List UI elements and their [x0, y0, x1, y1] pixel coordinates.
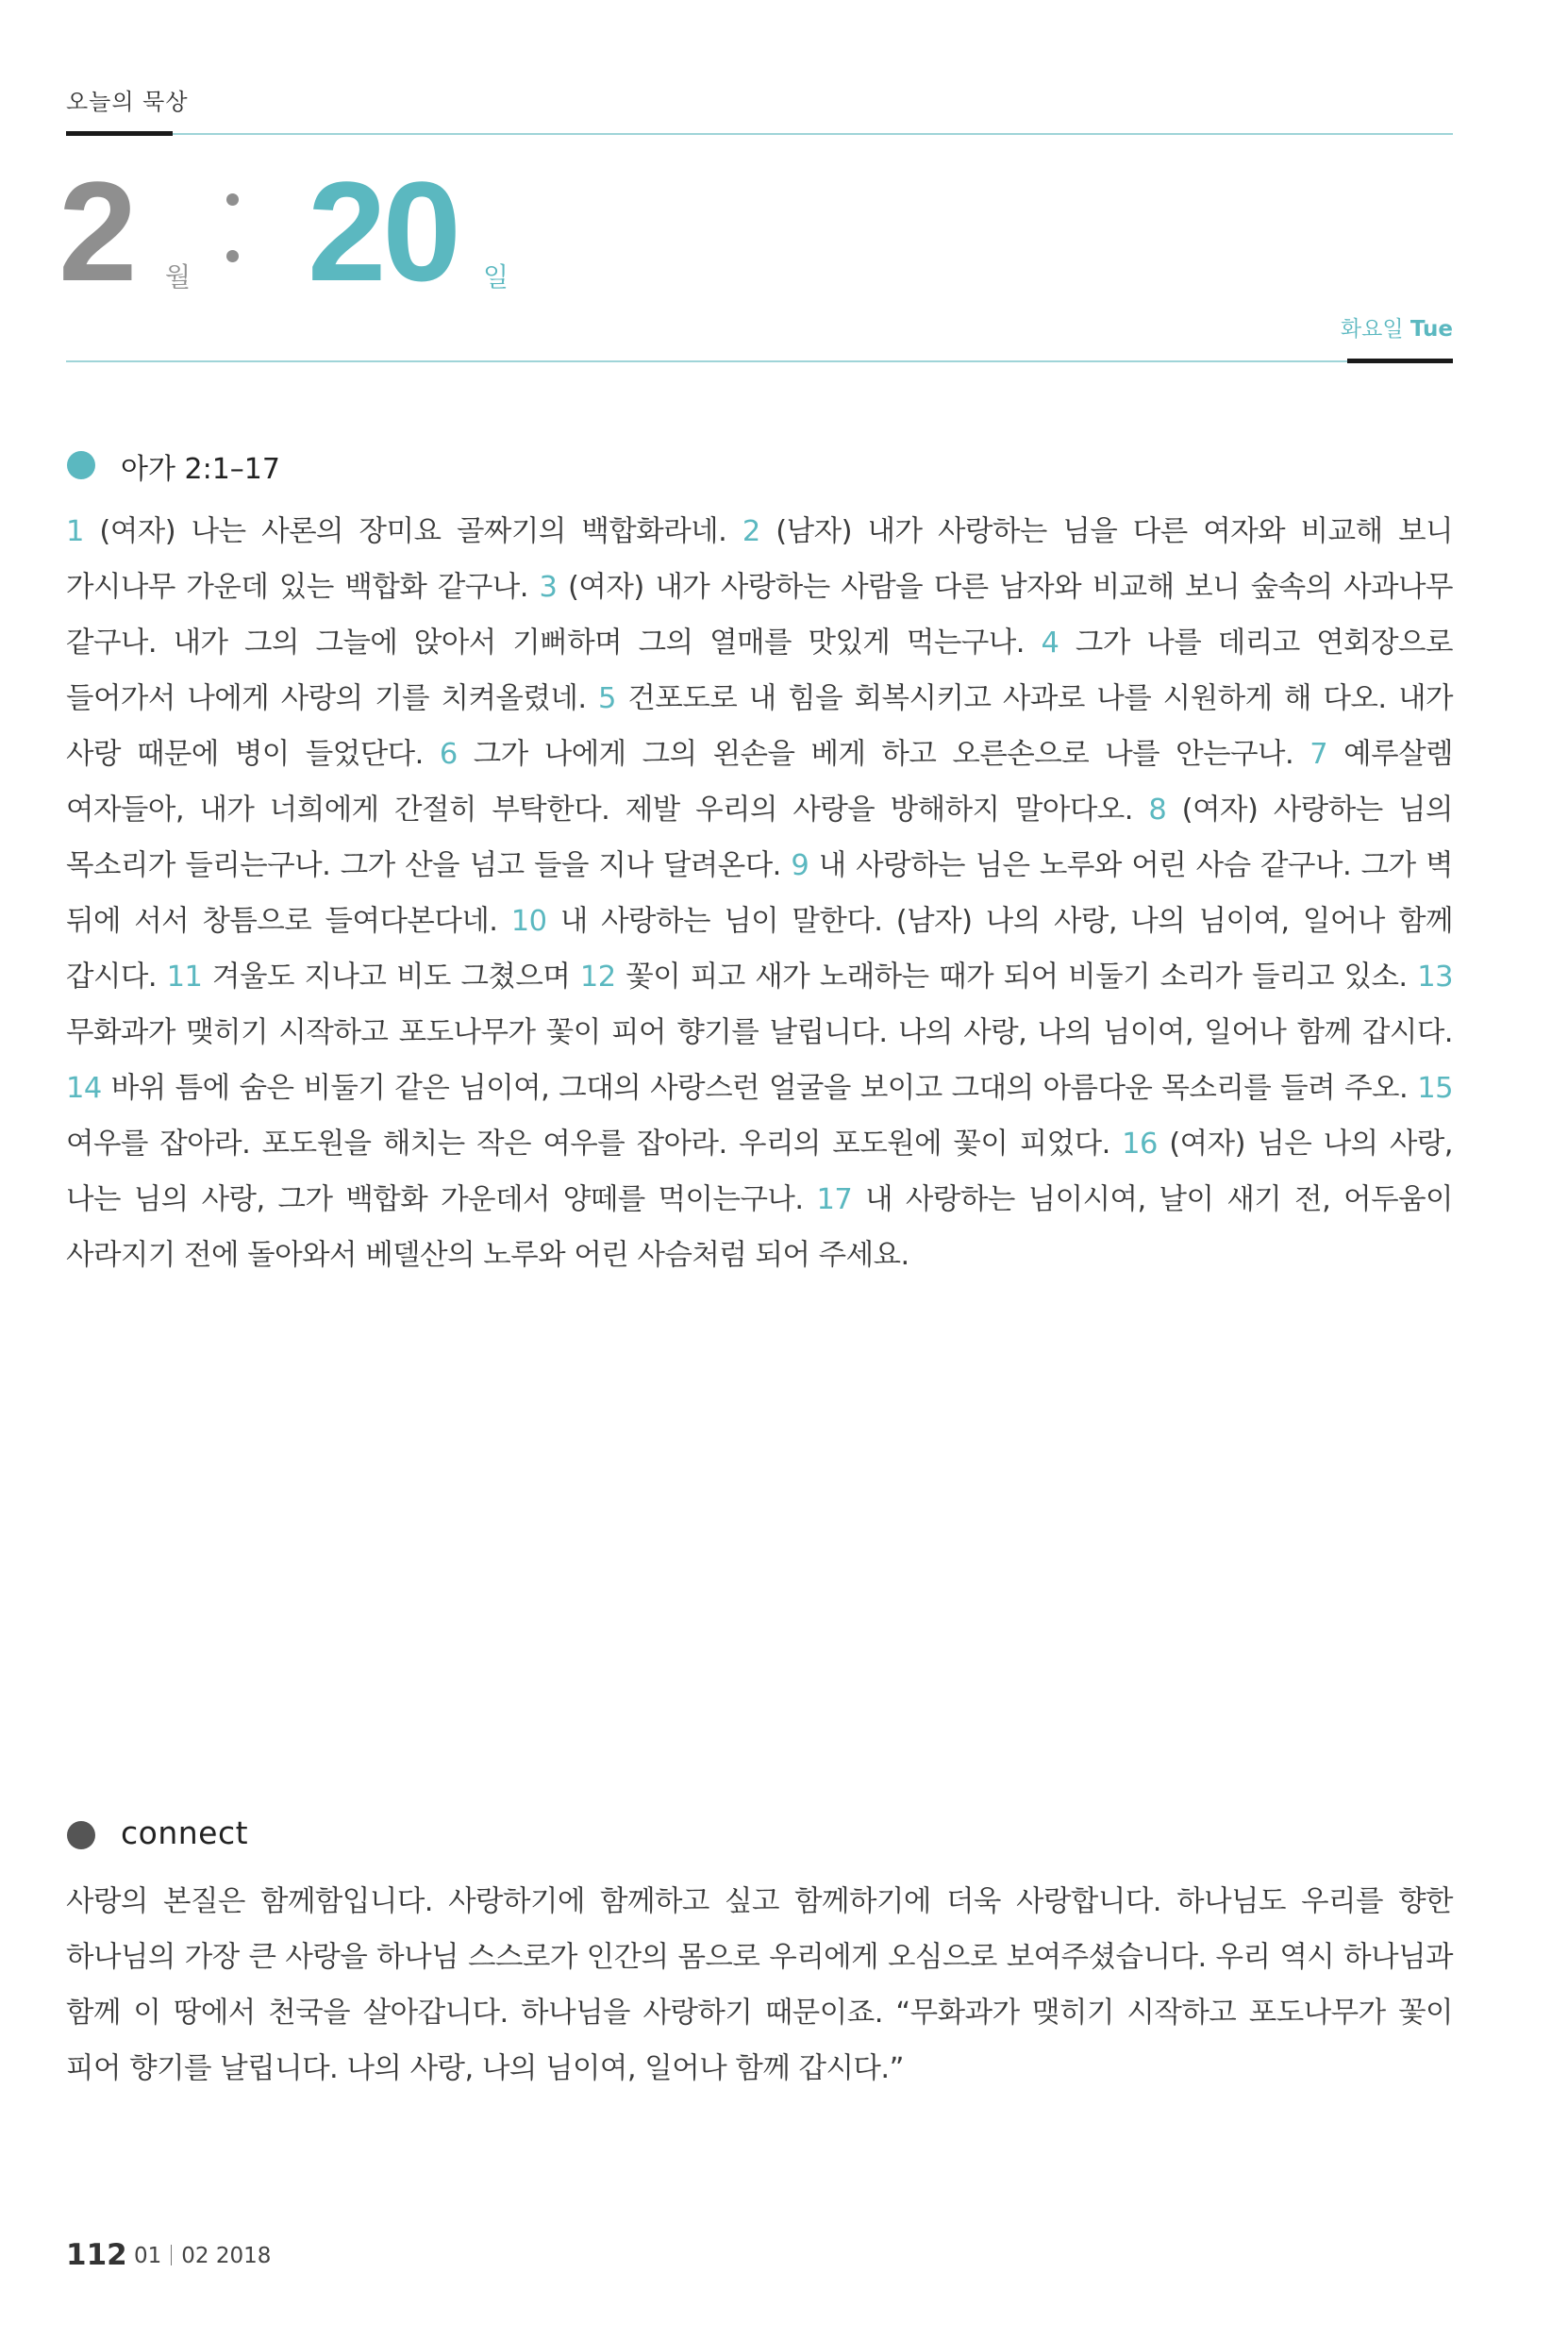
verse-number: 3	[539, 571, 558, 604]
verse-text: 내 사랑하는 님이 말한다. (남자) 나의 사랑, 나의 님이여, 일어나 함께 갑시다.	[66, 905, 1453, 994]
verse-number: 15	[1417, 1072, 1453, 1105]
connect-bullet-icon	[67, 1821, 95, 1849]
verse-text: (남자) 내가 사랑하는 님을 다른 여자와 비교해 보니 가시나무 가운데 있는 백합화 같구나.	[66, 515, 1453, 604]
verse-text: (여자) 내가 사랑하는 사람을 다른 남자와 비교해 보니 숲속의 사과나무 같구나. 내가 그의 그늘에 앉아서 기뻐하며 그의 열매를 맛있게 먹는구나.	[66, 571, 1453, 660]
date-colon	[226, 193, 240, 269]
verse-text: (여자) 사랑하는 님의 목소리가 들리는구나. 그가 산을 넘고 들을 지나 달려온다.	[66, 794, 1453, 882]
weekday-en: Tue	[1410, 317, 1453, 342]
day-number: 20	[308, 152, 458, 310]
verse-text: 바위 틈에 숨은 비둘기 같은 님이여, 그대의 사랑스런 얼굴을 보이고 그대의 아름다운 목소리를 들려 주오.	[101, 1072, 1418, 1105]
verse-text: 내 사랑하는 님이시여, 날이 새기 전, 어두움이 사라지기 전에 돌아와서 베델산의 노루와 어린 사슴처럼 되어 주세요.	[66, 1183, 1453, 1272]
section-label: 오늘의 묵상	[66, 89, 189, 115]
verse-text: (여자) 님은 나의 사랑, 나는 님의 사랑, 그가 백합화 가운데서 양떼를 먹이는구나.	[66, 1128, 1453, 1216]
verse-text: 내 사랑하는 님은 노루와 어린 사슴 같구나. 그가 벽 뒤에 서서 창틈으로 들여다본다네.	[66, 849, 1453, 938]
issue-date: 02 2018	[181, 2244, 272, 2268]
verse-number: 2	[742, 515, 760, 548]
issue-info	[134, 2244, 271, 2268]
weekday-ko: 화요일	[1340, 317, 1404, 342]
scripture-bullet-icon	[67, 451, 95, 479]
verse-number: 1	[66, 515, 84, 548]
verse-text: 그가 나에게 그의 왼손을 베게 하고 오른손으로 나를 안는구나.	[457, 738, 1310, 771]
header-rule-bottom	[66, 360, 1453, 362]
weekday-label	[1341, 311, 1453, 343]
verse-number: 7	[1309, 738, 1328, 771]
verse-text: 무화과가 맺히기 시작하고 포도나무가 꽃이 피어 향기를 날립니다. 나의 사랑, 나의 님이여, 일어나 함께 갑시다.	[66, 1016, 1453, 1049]
verse-text: (여자) 나는 사론의 장미요 골짜기의 백합화라네.	[83, 515, 742, 548]
verse-number: 17	[816, 1183, 853, 1216]
verse-number: 4	[1041, 627, 1059, 660]
header-rule-bottom-accent	[1347, 359, 1453, 363]
day-unit: 일	[483, 261, 509, 292]
verse-number: 8	[1148, 794, 1167, 827]
connect-text: 사랑의 본질은 함께함입니다. 사랑하기에 함께하고 싶고 함께하기에 더욱 사랑합니다. 하나님도 우리를 향한 하나님의 가장 큰 사랑을 하나님 스스로가 인간의 몸으로 우리에게 오심으로 보여주셨습니다. 우리 역시 하나님과 함께 이 땅에서 천국을 살아갑니다. 하나님을 사랑하기 때문이죠. “무화과가 맺히기 시작하고 포도나무가 꽃이 피어 향기를 날립니다. 나의 사랑, 나의 님이여, 일어나 함께 갑시다.”	[66, 1885, 1453, 2085]
verse-number: 14	[66, 1072, 102, 1105]
page-number: 112	[66, 2238, 127, 2272]
verse-text: 여우를 잡아라. 포도원을 해치는 작은 여우를 잡아라. 우리의 포도원에 꽃이 피었다.	[66, 1128, 1123, 1161]
connect-title: connect	[121, 1814, 249, 1851]
verse-number: 16	[1122, 1128, 1158, 1161]
verse-text: 겨울도 지나고 비도 그쳤으며	[202, 961, 580, 994]
header-rule-top-accent	[66, 131, 173, 136]
scripture-text	[66, 504, 1453, 1283]
verse-number: 10	[510, 905, 547, 938]
verse-number: 13	[1417, 961, 1454, 994]
verse-text: 예루살렘 여자들아, 내가 너희에게 간절히 부탁한다. 제발 우리의 사랑을 방해하지 말아다오.	[66, 738, 1453, 827]
scripture-reference: 아가 2:1–17	[121, 453, 280, 486]
month-number: 2	[58, 152, 134, 310]
verse-number: 12	[579, 961, 616, 994]
verse-number: 5	[598, 682, 616, 715]
month-unit: 월	[165, 261, 192, 292]
verse-text: 그가 나를 데리고 연회장으로 들어가서 나에게 사랑의 기를 치켜올렸네.	[66, 627, 1453, 715]
issue-month: 01	[134, 2244, 162, 2268]
verse-text: 꽃이 피고 새가 노래하는 때가 되어 비둘기 소리가 들리고 있소.	[615, 961, 1418, 994]
verse-number: 11	[166, 961, 203, 994]
header-rule-top	[66, 133, 1453, 135]
verse-number: 9	[791, 849, 809, 882]
verse-text: 건포도로 내 힘을 회복시키고 사과로 나를 시원하게 해 다오. 내가 사랑 때문에 병이 들었단다.	[66, 682, 1453, 771]
issue-separator	[171, 2245, 172, 2265]
verse-number: 6	[439, 738, 458, 771]
